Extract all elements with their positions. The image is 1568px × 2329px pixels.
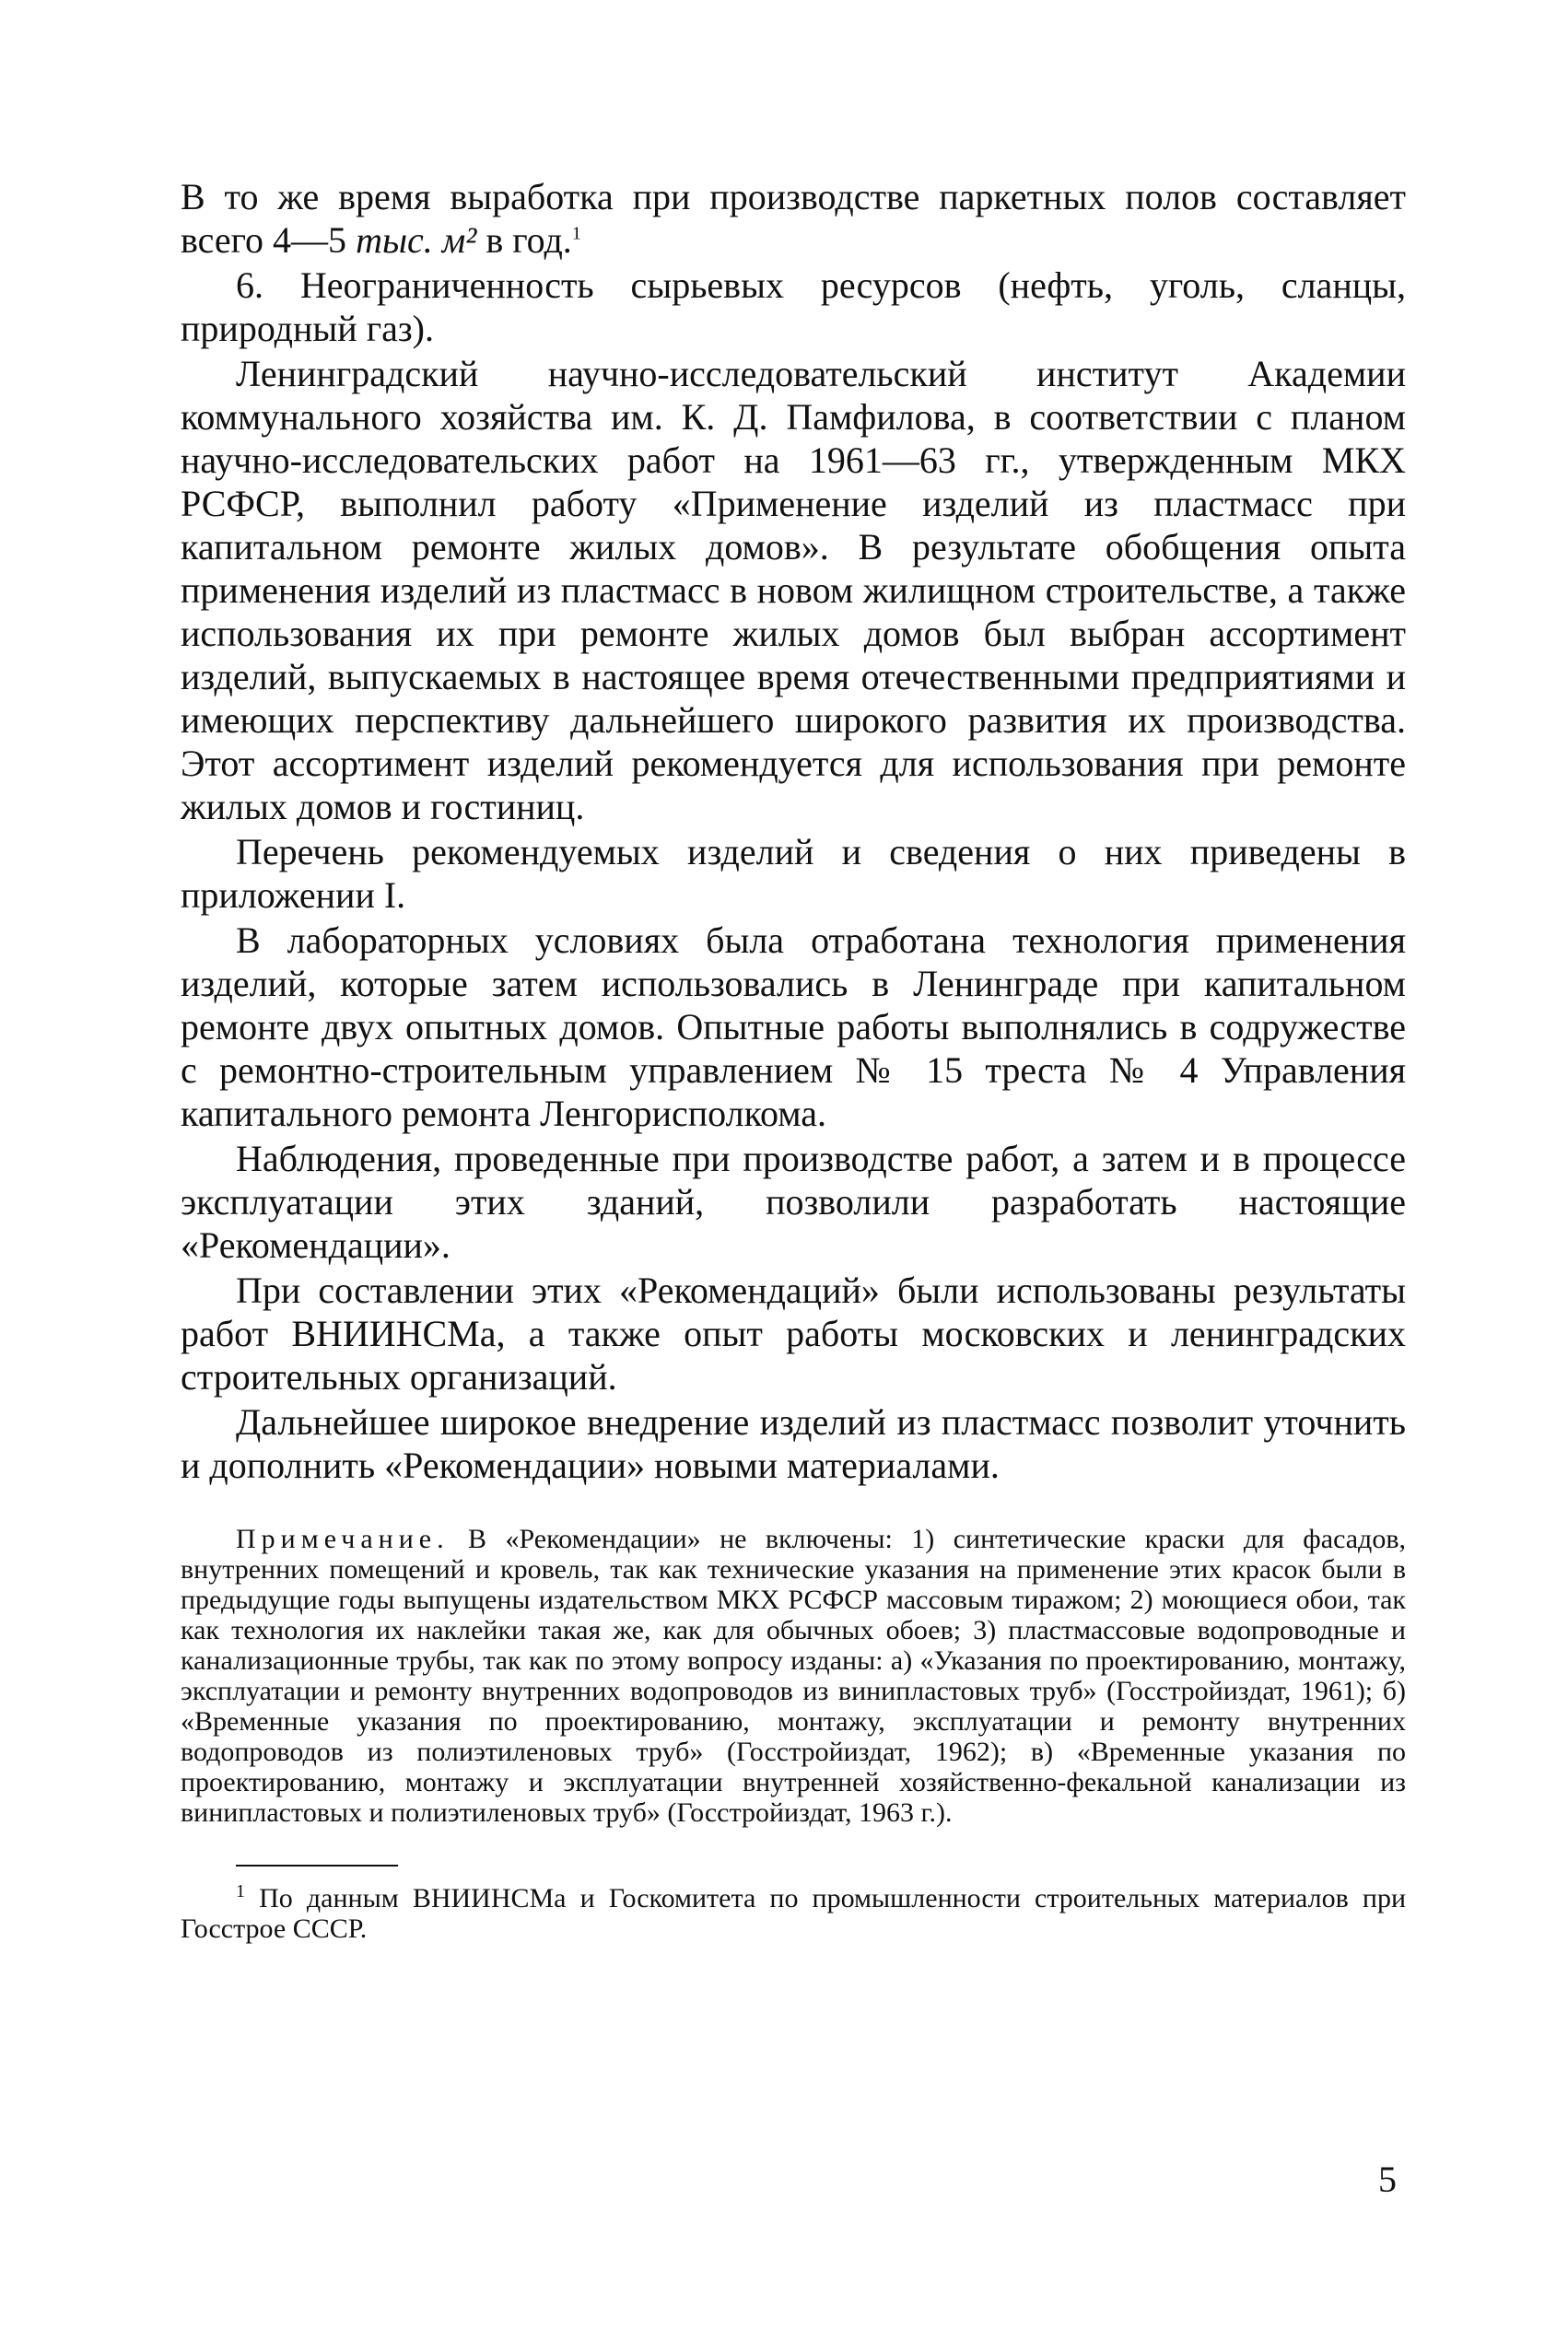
note-block — [181, 1524, 1406, 1828]
paragraph-7: При составлении этих «Рекомендаций» были использованы результаты работ ВНИИНСМа, а также опыт работы московских и ленинградских строительных организаций. — [181, 1270, 1406, 1398]
paragraph-5: В лабораторных условиях была отработана технология применения изделий, которые затем использовались в Ленинграде при капитальном ремонте двух опытных домов. Опытные работы выполнялись в содружестве с ремонтно-строительным управлением № 15 треста № 4 Управления капитального ремонта Ленгорисполкома. — [181, 919, 1406, 1134]
footnote-divider — [236, 1865, 398, 1867]
paragraph-8: Дальнейшее широкое внедрение изделий из пластмасс позволит уточнить и дополнить «Рекомендации» новыми материалами. — [181, 1401, 1406, 1486]
paragraph-4: Перечень рекомендуемых изделий и сведения о них приведены в приложении I. — [181, 831, 1406, 916]
paragraph-1 — [181, 175, 1406, 262]
paragraph-6: Наблюдения, проведенные при производстве работ, а затем и в процессе эксплуатации этих зданий, позволили разработать настоящие «Рекомендации». — [181, 1138, 1406, 1266]
footnote-text: По данным ВНИИНСМа и Госкомитета по промышленности строительных материалов при Госстрое СССР. — [181, 1883, 1406, 1944]
unit-label: тыс. м² — [356, 219, 477, 261]
paragraph-1-start: В то же время выработка при производстве паркетных полов составляет всего 4—5 — [181, 176, 1406, 261]
page-number: 5 — [1378, 2159, 1397, 2200]
note-text: В «Рекомендации» не включены: 1) синтетические краски для фасадов, внутренних помещений и кровель, так как технические указания на применение этих красок были в предыдущие годы выпущены издательством МКХ РСФСР массовым тиражом; 2) моющиеся обои, так как технология их наклейки такая же, как для обычных обоев; 3) пластмассовые водопроводные и канализационные трубы, так как по этому вопросу изданы: а) «Указания по проектированию, монтажу, эксплуатации и ремонту внутренних водопроводов из винипластовых труб» (Госстройиздат, 1961); б) «Временные указания по проектированию, монтажу, эксплуатации и ремонту внутренних водопроводов из полиэтиленовых труб» (Госстройиздат, 1962); в) «Временные указания по проектированию, монтажу и эксплуатации внутренней хозяйственно-фекальной канализации из винипластовых и полиэтиленовых труб» (Госстройиздат, 1963 г.). — [181, 1524, 1406, 1828]
footnote-reference: 1 — [571, 223, 581, 244]
paragraph-3: Ленинградский научно-исследовательский институт Академии коммунального хозяйства им. К. Д. Памфилова, в соответствии с планом научно-исследовательских работ на 1961—63 гг., утвержденным МКХ РСФСР, выполнил работу «Применение изделий из пластмасс при капитальном ремонте жилых домов». В результате обобщения опыта применения изделий из пластмасс в новом жилищном строительстве, а также использования их при ремонте жилых домов был выбран ассортимент изделий, выпускаемых в настоящее время отечественными предприятиями и имеющих перспективу дальнейшего широкого развития их производства. Этот ассортимент изделий рекомендуется для использования при ремонте жилых домов и гостиниц. — [181, 353, 1406, 827]
note-label: Примечание. — [236, 1524, 450, 1554]
document-page — [181, 175, 1406, 1944]
footnote-mark: 1 — [236, 1881, 245, 1902]
paragraph-2: 6. Неограниченность сырьевых ресурсов (нефть, уголь, сланцы, природный газ). — [181, 264, 1406, 349]
footnote — [181, 1883, 1406, 1944]
main-text — [181, 175, 1406, 1487]
paragraph-1-end: в год. — [476, 219, 572, 261]
